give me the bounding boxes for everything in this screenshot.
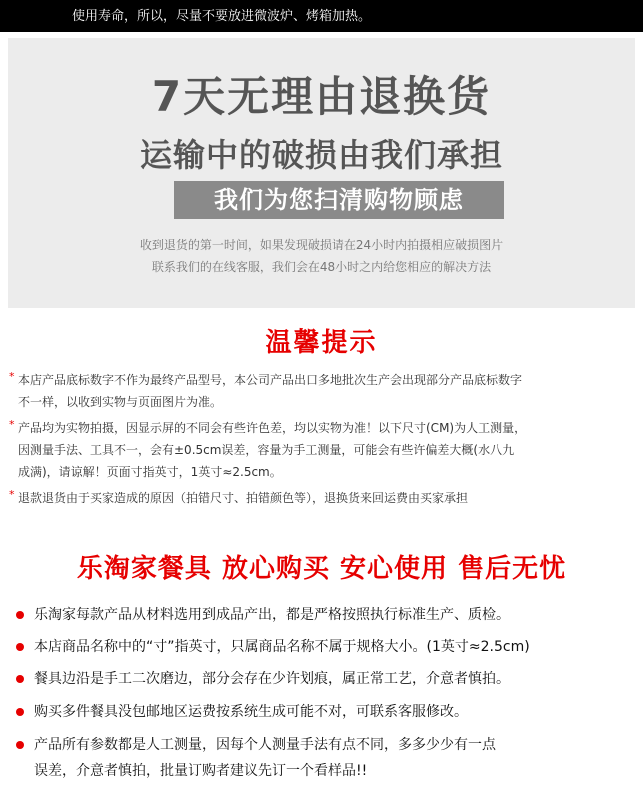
tip-line: 不一样，以收到实物与页面图片为准。 <box>18 395 223 409</box>
red-bullet-icon <box>16 611 24 619</box>
return-headline: 7天无理由退换货 <box>151 72 492 121</box>
reassurance-banner <box>174 181 504 219</box>
top-notice-strip <box>0 0 643 32</box>
brand-slogan: 乐淘家餐具 放心购买 安心使用 售后无忧 <box>76 554 567 584</box>
top-notice-text: 使用寿命，所以，尽量不要放进微波炉、烤箱加热。 <box>72 9 372 24</box>
warm-tips-title: 温馨提示 <box>265 328 378 358</box>
tip-line: 本店产品底标数字不作为最终产品型号，本公司产品出口多地批次生产会出现部分产品底标数字 <box>18 373 523 387</box>
damage-subheadline: 运输中的破损由我们承担 <box>139 136 503 174</box>
red-bullet-icon <box>16 708 24 716</box>
policy-line: 餐具边沿是手工二次磨边，部分会存在少许划痕，属正常工艺，介意者慎拍。 <box>34 671 510 687</box>
reassurance-banner-text: 我们为您扫清购物顾虑 <box>214 186 464 214</box>
policy-line: 乐淘家每款产品从材料选用到成品产出，都是严格按照执行标准生产、质检。 <box>34 607 510 623</box>
policy-line: 本店商品名称中的“寸”指英寸，只属商品名称不属于规格大小。(1英寸≈2.5cm) <box>34 639 530 655</box>
tip-line: 退款退货由于买家造成的原因（拍错尺寸、拍错颜色等），退换货来回运费由买家承担 <box>18 491 469 505</box>
tip-star-icon: * <box>9 418 15 431</box>
return-note-line-1: 收到退货的第一时间，如果发现破损请在24小时内拍摄相应破损图片 <box>139 238 504 252</box>
tip-line: 产品均为实物拍摄，因显示屏的不同会有些许色差，均以实物为准！以下尺寸(CM)为人工测量， <box>18 421 527 435</box>
policy-line: 产品所有参数都是人工测量，因每个人测量手法有点不同，多多少少有一点 <box>34 737 496 753</box>
return-policy-section <box>8 38 635 308</box>
policy-line: 购买多件餐具没包邮地区运费按系统生成可能不对，可联系客服修改。 <box>34 704 468 720</box>
tip-star-icon: * <box>9 370 15 383</box>
tip-line: 成满)，请谅解！页面寸指英寸，1英寸≈2.5cm。 <box>18 465 282 479</box>
return-note-line-2: 联系我们的在线客服，我们会在48小时之内给您相应的解决方法 <box>151 260 492 274</box>
tip-star-icon: * <box>9 488 15 501</box>
red-bullet-icon <box>16 675 24 683</box>
tip-line: 因测量手法、工具不一，会有±0.5cm误差，容量为手工测量，可能会有些许偏差大概(水八九 <box>18 443 515 457</box>
policy-line: 误差，介意者慎拍，批量订购者建议先订一个看样品!! <box>34 763 368 779</box>
red-bullet-icon <box>16 643 24 651</box>
red-bullet-icon <box>16 741 24 749</box>
